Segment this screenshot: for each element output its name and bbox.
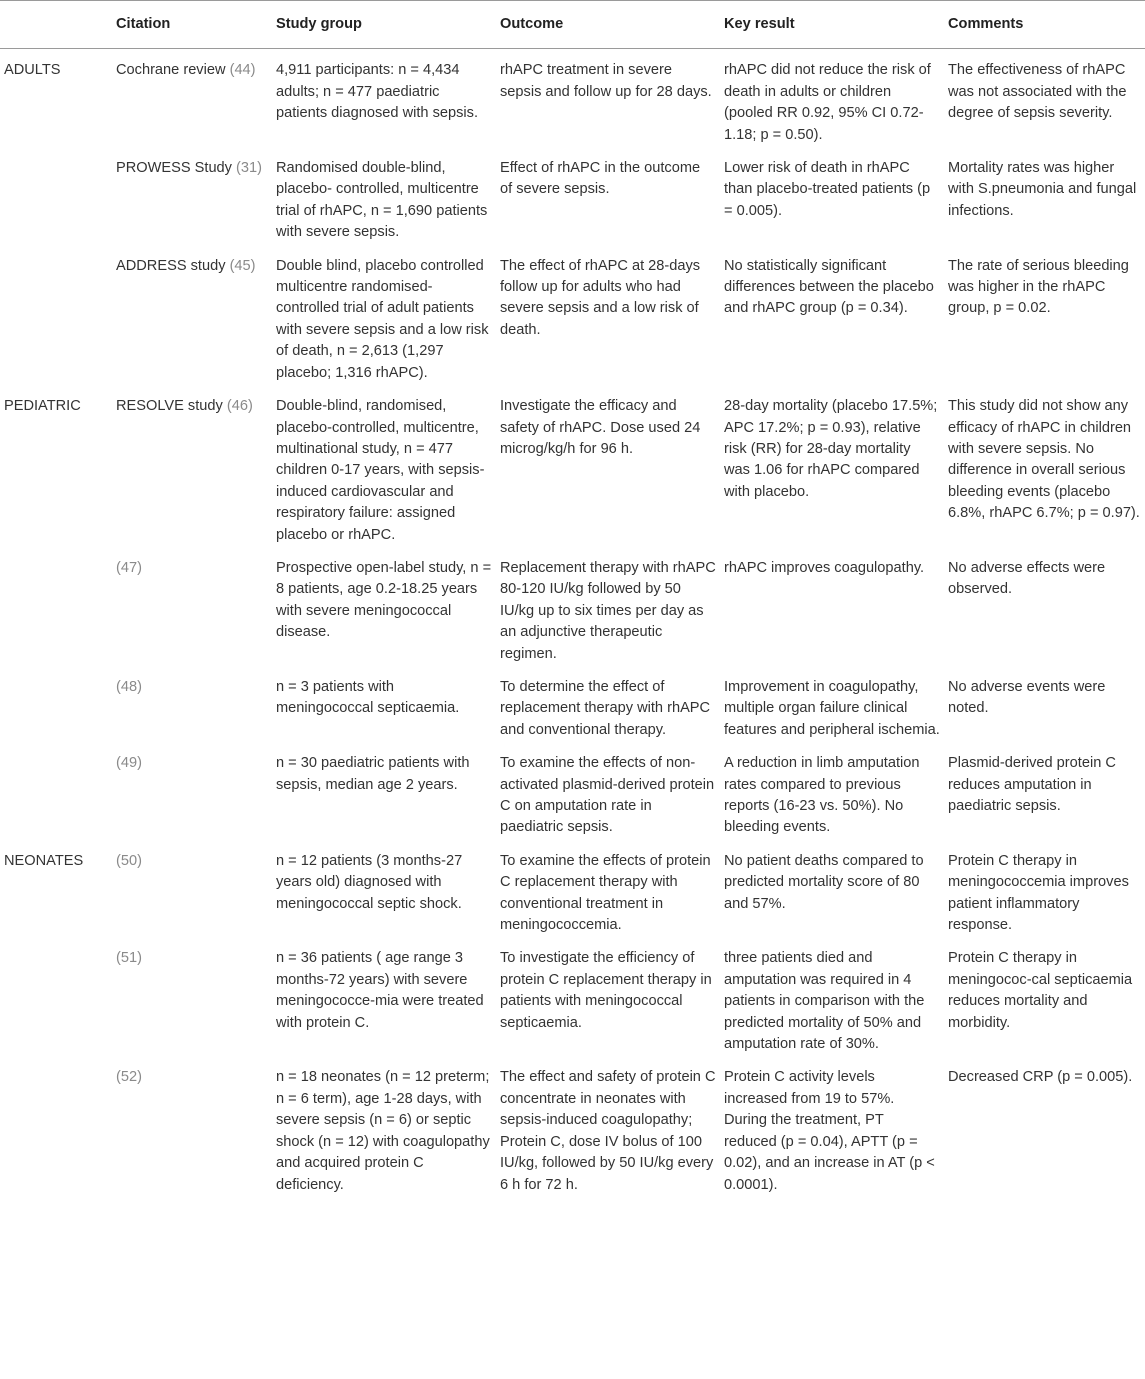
study-group-cell: n = 18 neonates (n = 12 preterm; n = 6 term), age 1-28 days, with severe sepsis (n = 6) or septic shock (n = 12) with coagulopathy and acquired protein C deficiency. bbox=[276, 1069, 490, 1193]
key-result-cell: Lower risk of death in rhAPC than placebo-treated patients (p = 0.005). bbox=[724, 160, 931, 219]
reference-link[interactable]: (51) bbox=[116, 950, 142, 967]
group-cell bbox=[0, 1060, 112, 1200]
table-row bbox=[0, 151, 1145, 249]
reference-link[interactable]: (52) bbox=[116, 1069, 142, 1086]
table-row bbox=[0, 551, 1145, 670]
table-row bbox=[0, 941, 1145, 1060]
study-group-cell: n = 36 patients ( age range 3 months-72 years) with severe meningococce-mia were treated with protein C. bbox=[276, 950, 484, 1031]
citation-name: ADDRESS study bbox=[116, 257, 226, 274]
study-group-cell: 4,911 participants: n = 4,434 adults; n = 477 paediatric patients diagnosed with sepsis. bbox=[276, 62, 479, 122]
citation-cell bbox=[112, 844, 272, 942]
citation-cell bbox=[112, 551, 272, 670]
group-cell bbox=[0, 551, 112, 670]
header-comments: Comments bbox=[944, 1, 1145, 49]
outcome-cell: rhAPC treatment in severe sepsis and follow up for 28 days. bbox=[500, 62, 712, 100]
outcome-cell: To examine the effects of protein C replacement therapy with conventional treatment in meningococcemia. bbox=[500, 852, 711, 934]
key-result-cell: 28-day mortality (placebo 17.5%; APC 17.2%; p = 0.93), relative risk (RR) for 28-day mortality was 1.06 for rhAPC compared with placebo. bbox=[724, 398, 938, 500]
study-group-cell: Double-blind, randomised, placebo-controlled, multicentre, multinational study, n = 477 children 0-17 years, with sepsis-induced cardiovascular and respiratory failure: assigned placebo or rhAPC. bbox=[276, 398, 485, 543]
study-group-cell: n = 3 patients with meningococcal septicaemia. bbox=[276, 678, 460, 717]
header-study-group: Study group bbox=[272, 1, 496, 49]
table-row bbox=[0, 844, 1145, 942]
study-group-cell: Double blind, placebo controlled multicentre randomised-controlled trial of adult patients with severe sepsis and a low risk of death, n = 2,613 (1,297 placebo; 1,316 rhAPC). bbox=[276, 257, 489, 381]
key-result-cell: No patient deaths compared to predicted mortality score of 80 and 57%. bbox=[724, 852, 924, 912]
study-group-cell: n = 12 patients (3 months-27 years old) diagnosed with meningococcal septic shock. bbox=[276, 852, 463, 912]
citation-name: PROWESS Study bbox=[116, 160, 232, 177]
table-body bbox=[0, 49, 1145, 1201]
key-result-cell: Protein C activity levels increased from 19 to 57%. During the treatment, PT reduced (p = 0.04), APTT (p = 0.02), and an increase in AT (p < 0.0001). bbox=[724, 1069, 935, 1193]
outcome-cell: To examine the effects of non-activated plasmid-derived protein C on amputation rate in paediatric sepsis. bbox=[500, 755, 715, 836]
study-group-cell: Randomised double-blind, placebo- controlled, multicentre trial of rhAPC, n = 1,690 patients with severe sepsis. bbox=[276, 160, 488, 241]
key-result-cell: three patients died and amputation was required in 4 patients in comparison with the predicted mortality of 50% and amputation rate of 30%. bbox=[724, 950, 925, 1053]
group-cell: NEONATES bbox=[4, 852, 84, 869]
header-citation: Citation bbox=[112, 1, 272, 49]
study-group-cell: n = 30 paediatric patients with sepsis, median age 2 years. bbox=[276, 755, 470, 793]
comments-cell: This study did not show any efficacy of rhAPC in children with severe sepsis. No difference in overall serious bleeding events (placebo 6.8%, rhAPC 6.7%; p = 0.97). bbox=[948, 398, 1140, 522]
table-row bbox=[0, 389, 1145, 551]
comments-cell: The rate of serious bleeding was higher in the rhAPC group, p = 0.02. bbox=[948, 257, 1129, 317]
table-row bbox=[0, 746, 1145, 844]
reference-link[interactable]: (44) bbox=[229, 62, 256, 79]
citation-cell bbox=[112, 151, 272, 249]
study-group-cell: Prospective open-label study, n = 8 patients, age 0.2-18.25 years with severe meningococcal disease. bbox=[276, 559, 492, 641]
table-header bbox=[0, 1, 1145, 49]
header-group bbox=[0, 1, 112, 49]
comments-cell: No adverse effects were observed. bbox=[948, 559, 1106, 598]
group-cell: PEDIATRIC bbox=[4, 398, 81, 415]
reference-link[interactable]: (31) bbox=[236, 160, 262, 177]
outcome-cell: Investigate the efficacy and safety of rhAPC. Dose used 24 microg/kg/h for 96 h. bbox=[500, 398, 701, 457]
comments-cell: No adverse events were noted. bbox=[948, 678, 1106, 717]
comments-cell: Protein C therapy in meningococcemia improves patient inflammatory response. bbox=[948, 852, 1129, 934]
table-row bbox=[0, 670, 1145, 746]
key-result-cell: rhAPC improves coagulopathy. bbox=[724, 559, 925, 576]
comments-cell: Decreased CRP (p = 0.005). bbox=[948, 1069, 1133, 1086]
reference-link[interactable]: (48) bbox=[116, 678, 142, 695]
comments-cell: The effectiveness of rhAPC was not associated with the degree of sepsis severity. bbox=[948, 62, 1127, 122]
outcome-cell: Effect of rhAPC in the outcome of severe sepsis. bbox=[500, 160, 701, 198]
citation-cell bbox=[112, 249, 272, 389]
group-cell bbox=[0, 151, 112, 249]
reference-link[interactable]: (45) bbox=[229, 257, 256, 274]
citation-cell bbox=[112, 670, 272, 746]
key-result-cell: Improvement in coagulopathy, multiple organ failure clinical features and peripheral ischemia. bbox=[724, 678, 940, 738]
key-result-cell: No statistically significant differences between the placebo and rhAPC group (p = 0.34). bbox=[724, 257, 934, 317]
comments-cell: Plasmid-derived protein C reduces amputation in paediatric sepsis. bbox=[948, 755, 1116, 814]
header-row bbox=[0, 1, 1145, 49]
reference-link[interactable]: (47) bbox=[116, 559, 142, 576]
outcome-cell: Replacement therapy with rhAPC 80-120 IU/kg followed by 50 IU/kg up to six times per day as an adjunctive therapeutic regimen. bbox=[500, 559, 716, 662]
table-row bbox=[0, 49, 1145, 151]
group-cell: ADULTS bbox=[4, 62, 61, 79]
outcome-cell: The effect and safety of protein C concentrate in neonates with sepsis-induced coagulopathy; Protein C, dose IV bolus of 100 IU/kg, followed by 50 IU/kg every 6 h for 72 h. bbox=[500, 1069, 716, 1193]
reference-link[interactable]: (46) bbox=[226, 398, 253, 415]
group-cell bbox=[0, 249, 112, 389]
header-outcome: Outcome bbox=[496, 1, 720, 49]
outcome-cell: To determine the effect of replacement therapy with rhAPC and conventional therapy. bbox=[500, 678, 711, 738]
comments-cell: Protein C therapy in meningococ-cal septicaemia reduces mortality and morbidity. bbox=[948, 950, 1133, 1031]
citation-cell bbox=[112, 1060, 272, 1200]
group-cell bbox=[0, 670, 112, 746]
comments-cell: Mortality rates was higher with S.pneumonia and fungal infections. bbox=[948, 160, 1137, 219]
outcome-cell: To investigate the efficiency of protein C replacement therapy in patients with meningococcal septicaemia. bbox=[500, 950, 712, 1031]
table-row bbox=[0, 249, 1145, 389]
citation-cell bbox=[112, 941, 272, 1060]
group-cell bbox=[0, 941, 112, 1060]
group-cell bbox=[0, 746, 112, 844]
outcome-cell: The effect of rhAPC at 28-days follow up for adults who had severe sepsis and a low risk of death. bbox=[500, 257, 701, 338]
reference-link[interactable]: (50) bbox=[116, 852, 142, 869]
header-key-result: Key result bbox=[720, 1, 944, 49]
citation-cell bbox=[112, 746, 272, 844]
citation-cell bbox=[112, 389, 272, 551]
citation-name: RESOLVE study bbox=[116, 398, 223, 415]
citation-cell bbox=[112, 49, 272, 151]
reference-link[interactable]: (49) bbox=[116, 755, 142, 772]
table-row bbox=[0, 1060, 1145, 1200]
key-result-cell: A reduction in limb amputation rates compared to previous reports (16-23 vs. 50%). No bleeding events. bbox=[724, 755, 920, 836]
key-result-cell: rhAPC did not reduce the risk of death in adults or children (pooled RR 0.92, 95% CI 0.72-1.18; p = 0.50). bbox=[724, 62, 931, 143]
citation-name: Cochrane review bbox=[116, 62, 226, 79]
